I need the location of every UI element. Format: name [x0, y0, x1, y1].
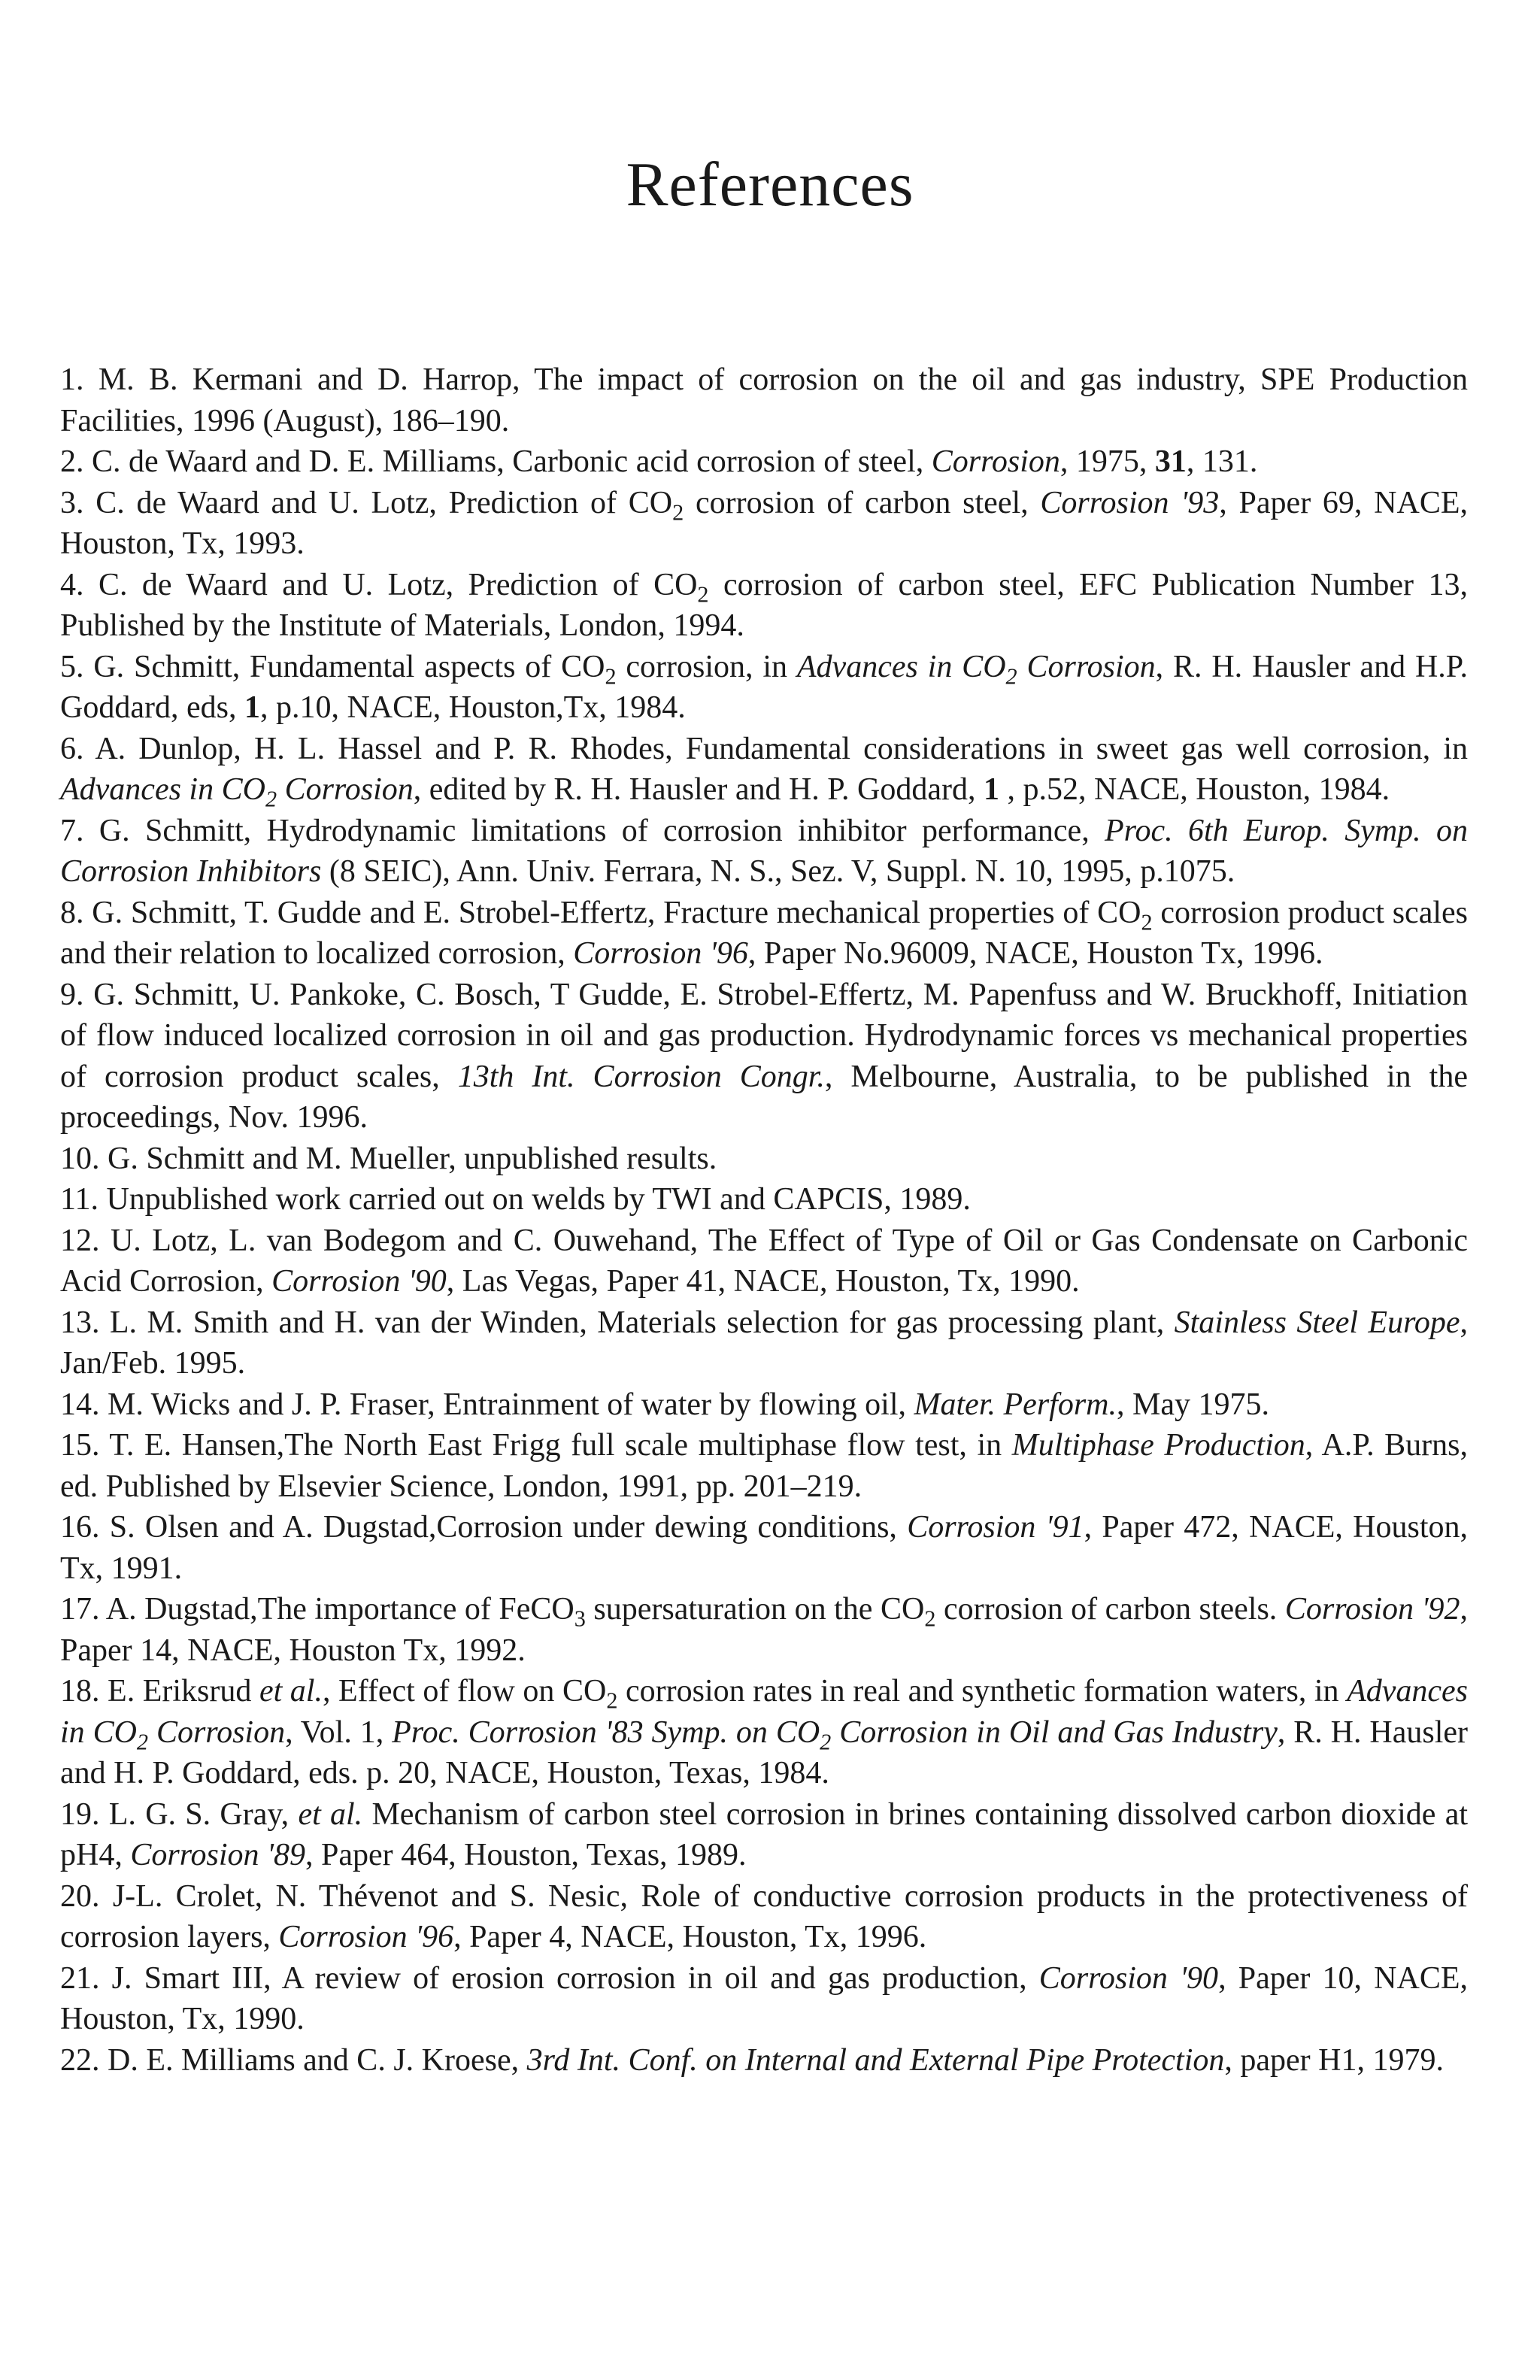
reference-text: D. E. Milliams and C. J. Kroese, [108, 2042, 527, 2078]
reference-text: 13th Int. Corrosion Congr. [457, 1059, 825, 1094]
reference-text: Corrosion [277, 772, 414, 807]
reference-item [60, 1794, 1468, 1876]
reference-text: Stainless Steel Europe [1174, 1305, 1460, 1340]
reference-text: et al. [259, 1674, 323, 1708]
reference-text: , Effect of flow on CO [322, 1674, 607, 1708]
reference-number: 3. [60, 485, 84, 520]
reference-number: 2. [60, 444, 84, 479]
reference-text: U. Lotz, L. van Bodegom and C. Ouwehand, The Effect of Type of Oil or Gas Condensate on Carbonic Acid Corrosion, [60, 1223, 1469, 1299]
reference-text: supersaturation on the CO [585, 1592, 925, 1627]
page-title: References [626, 150, 914, 220]
reference-item [60, 893, 1468, 975]
reference-number: 21. [60, 1960, 100, 1996]
reference-item [60, 1507, 1468, 1589]
reference-item [60, 729, 1468, 811]
reference-text: corrosion rates in real and synthetic formation waters, in [617, 1674, 1348, 1708]
reference-item [60, 1138, 1468, 1180]
reference-text: 1 [983, 772, 999, 807]
reference-number: 16. [60, 1510, 100, 1545]
reference-text: 2 [820, 1729, 832, 1755]
reference-text: , Paper 69, NACE, Houston, Tx, 1993. [60, 485, 1469, 561]
reference-number: 12. [60, 1223, 100, 1258]
reference-item [60, 1589, 1468, 1671]
reference-text: , Paper 472, NACE, Houston, Tx, 1991. [60, 1510, 1469, 1586]
reference-text: Corrosion [931, 444, 1060, 479]
reference-text: Corrosion '91 [907, 1510, 1084, 1545]
reference-text: , p.52, NACE, Houston, 1984. [999, 772, 1390, 807]
reference-text: , R. H. Hausler and H.P. Goddard, eds, [60, 649, 1468, 725]
reference-number: 9. [60, 977, 84, 1012]
reference-text: Corrosion '90 [1038, 1960, 1219, 1996]
reference-text: corrosion product scales and their relation to localized corrosion, [60, 895, 1468, 971]
reference-text: Mater. Perform. [914, 1387, 1117, 1422]
reference-text: 2 [1141, 909, 1153, 935]
reference-item [60, 1220, 1468, 1302]
reference-text: , Paper No.96009, NACE, Houston Tx, 1996. [747, 936, 1323, 971]
reference-number: 19. [60, 1796, 100, 1832]
reference-item [60, 359, 1468, 441]
reference-text: 2 [697, 581, 709, 608]
reference-text: 31 [1154, 444, 1187, 479]
reference-text: Proc. Corrosion '83 Symp. on CO [392, 1715, 820, 1750]
reference-item [60, 1671, 1468, 1794]
reference-text: corrosion of carbon steel, EFC Publication Number 13, Published by the Institute of Materials, London, 1994. [60, 567, 1468, 643]
reference-text: L. M. Smith and H. van der Winden, Materials selection for gas processing plant, [109, 1305, 1175, 1340]
reference-text: 2 [605, 663, 617, 690]
reference-text: S. Olsen and A. Dugstad,Corrosion under dewing conditions, [109, 1510, 908, 1545]
reference-text: corrosion, in [616, 649, 797, 684]
reference-text: , Las Vegas, Paper 41, NACE, Houston, Tx, 1990. [446, 1264, 1080, 1299]
reference-text: C. de Waard and U. Lotz, Prediction of CO [98, 567, 698, 602]
reference-text: , 1975, [1060, 444, 1155, 479]
reference-text: , paper H1, 1979. [1224, 2042, 1444, 2078]
reference-text: Corrosion '90 [271, 1264, 447, 1299]
reference-text: 2 [136, 1729, 149, 1755]
reference-text: , p.10, NACE, Houston,Tx, 1984. [259, 690, 686, 725]
reference-item [60, 1425, 1468, 1507]
reference-text: J. Smart III, A review of erosion corrosion in oil and gas production, [111, 1960, 1039, 1996]
reference-text: J-L. Crolet, N. Thévenot and S. Nesic, Role of conductive corrosion products in the protectiveness of corrosion layers, [60, 1878, 1468, 1954]
reference-text: , Paper 464, Houston, Texas, 1989. [305, 1838, 747, 1872]
reference-item [60, 441, 1468, 483]
reference-text: , R. H. Hausler and H. P. Goddard, eds. p. 20, NACE, Houston, Texas, 1984. [60, 1715, 1468, 1790]
reference-text: G. Schmitt and M. Mueller, unpublished results. [108, 1141, 717, 1176]
reference-number: 14. [60, 1387, 100, 1422]
reference-text: G. Schmitt, Fundamental aspects of CO [93, 649, 605, 684]
reference-text: Corrosion [1017, 649, 1156, 684]
reference-text: , 131. [1186, 444, 1258, 479]
reference-text: E. Eriksrud [108, 1674, 259, 1708]
reference-text: 1 [244, 690, 260, 725]
reference-number: 11. [60, 1182, 99, 1217]
reference-text: , May 1975. [1117, 1387, 1270, 1422]
reference-text: Corrosion '92 [1284, 1592, 1460, 1627]
reference-text: , A.P. Burns, ed. Published by Elsevier Science, London, 1991, pp. 201–219. [60, 1428, 1469, 1504]
reference-number: 5. [60, 649, 84, 684]
reference-text: , edited by R. H. Hausler and H. P. Goddard, [413, 772, 984, 807]
reference-text: G. Schmitt, T. Gudde and E. Strobel-Effertz, Fracture mechanical properties of CO [92, 895, 1141, 930]
reference-text: Unpublished work carried out on welds by TWI and CAPCIS, 1989. [106, 1182, 971, 1217]
reference-number: 1. [60, 362, 84, 397]
reference-text: Mechanism of carbon steel corrosion in brines containing dissolved carbon dioxide at pH4, [60, 1796, 1469, 1872]
reference-text: A. Dunlop, H. L. Hassel and P. R. Rhodes, Fundamental considerations in sweet gas well corrosion, in [95, 731, 1468, 766]
reference-item [60, 1958, 1468, 2040]
reference-text: M. B. Kermani and D. Harrop, The impact of corrosion on the oil and gas industry, SPE Production Facilities, 1996 (August), 186–190. [60, 362, 1469, 438]
reference-text: Multiphase Production [1011, 1428, 1305, 1463]
reference-item [60, 483, 1468, 565]
reference-item [60, 647, 1468, 729]
reference-text: corrosion of carbon steel, [684, 485, 1041, 520]
reference-text: G. Schmitt, U. Pankoke, C. Bosch, T Gudde, E. Strobel-Effertz, M. Papenfuss and W. Bruckhoff, Initiation of flow induced localized corrosion in oil and gas production. Hydrodynamic forces vs mechanical properties of corrosion product scales, [60, 977, 1468, 1094]
reference-text: Corrosion [148, 1715, 286, 1750]
reference-text: , Jan/Feb. 1995. [60, 1305, 1468, 1381]
reference-number: 6. [60, 731, 84, 766]
reference-text: 3rd Int. Conf. on Internal and External Pipe Protection [526, 2042, 1225, 2078]
reference-number: 15. [60, 1428, 100, 1463]
reference-number: 20. [60, 1878, 100, 1914]
reference-item [60, 811, 1468, 893]
reference-item [60, 1384, 1468, 1426]
reference-number: 7. [60, 813, 84, 848]
reference-text: , Paper 14, NACE, Houston Tx, 1992. [60, 1592, 1469, 1668]
reference-text: 2 [606, 1687, 618, 1714]
reference-number: 10. [60, 1141, 100, 1176]
reference-text: A. Dugstad,The importance of FeCO [105, 1592, 574, 1627]
reference-text: Advances in CO [60, 772, 265, 807]
reference-text: corrosion of carbon steels. [935, 1592, 1285, 1627]
reference-number: 17. [60, 1592, 100, 1627]
reference-text: 3 [574, 1605, 586, 1632]
reference-number: 18. [60, 1674, 100, 1708]
reference-text: , Paper 10, NACE, Houston, Tx, 1990. [60, 1960, 1469, 2036]
reference-text: Corrosion in Oil and Gas Industry [831, 1715, 1278, 1750]
reference-text: Corrosion '93 [1040, 485, 1220, 520]
reference-text: Proc. 6th Europ. Symp. on Corrosion Inhibitors [60, 813, 1469, 889]
reference-text: 2 [1005, 663, 1017, 690]
reference-text: 2 [924, 1605, 936, 1632]
reference-number: 4. [60, 567, 84, 602]
reference-text: , Vol. 1, [285, 1715, 393, 1750]
reference-text: et al. [298, 1796, 363, 1832]
reference-item [60, 2040, 1468, 2081]
reference-item [60, 975, 1468, 1138]
reference-text: Advances in CO [796, 649, 1006, 684]
reference-text: Corrosion '96 [573, 936, 748, 971]
reference-item [60, 1876, 1468, 1958]
reference-item [60, 1179, 1468, 1220]
reference-number: 8. [60, 895, 84, 930]
reference-text: (8 SEIC), Ann. Univ. Ferrara, N. S., Sez. V, Suppl. N. 10, 1995, p.1075. [321, 854, 1235, 889]
reference-text: , Melbourne, Australia, to be published in the proceedings, Nov. 1996. [60, 1059, 1468, 1135]
reference-number: 13. [60, 1305, 100, 1340]
reference-text: G. Schmitt, Hydrodynamic limitations of corrosion inhibitor performance, [99, 813, 1105, 848]
reference-item [60, 565, 1468, 647]
reference-text: Advances in CO [60, 1674, 1469, 1750]
reference-text: Corrosion '96 [278, 1920, 454, 1954]
reference-text: 2 [265, 786, 277, 812]
reference-list [60, 359, 1468, 2081]
reference-text: C. de Waard and D. E. Milliams, Carbonic acid corrosion of steel, [92, 444, 932, 479]
reference-text: , Paper 4, NACE, Houston, Tx, 1996. [453, 1920, 927, 1954]
reference-text: L. G. S. Gray, [108, 1796, 299, 1832]
reference-text: C. de Waard and U. Lotz, Prediction of CO [95, 485, 673, 520]
reference-text: Corrosion '89 [130, 1838, 305, 1872]
reference-number: 22. [60, 2042, 100, 2078]
reference-text: M. Wicks and J. P. Fraser, Entrainment of water by flowing oil, [108, 1387, 914, 1422]
reference-text: T. E. Hansen,The North East Frigg full scale multiphase flow test, in [109, 1428, 1012, 1463]
reference-text: 2 [672, 499, 684, 526]
reference-item [60, 1302, 1468, 1384]
